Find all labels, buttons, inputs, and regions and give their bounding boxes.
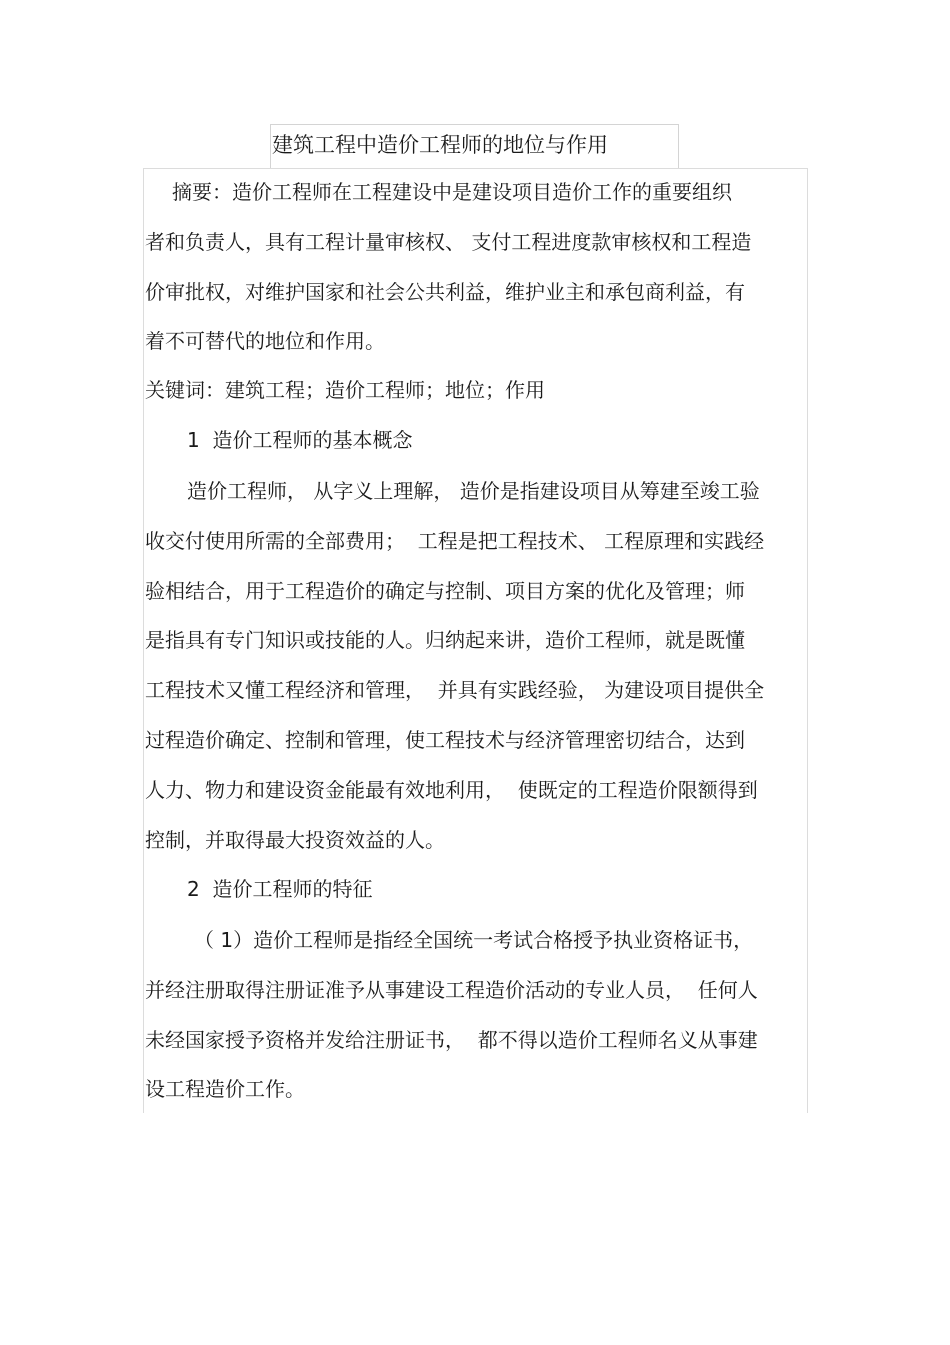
paragraph-line: 并经注册取得注册证准予从事建设工程造价活动的专业人员， 任何人 [145, 978, 758, 1002]
abstract-line: 价审批权，对维护国家和社会公共利益，维护业主和承包商利益，有 [145, 280, 745, 304]
paragraph-line: 控制，并取得最大投资效益的人。 [145, 828, 445, 852]
paragraph-line: 设工程造价工作。 [145, 1077, 305, 1101]
paragraph-line: 是指具有专门知识或技能的人。归纳起来讲，造价工程师，就是既懂 [145, 628, 745, 652]
document-title: 建筑工程中造价工程师的地位与作用 [272, 133, 608, 157]
abstract-line: 着不可替代的地位和作用。 [145, 329, 385, 353]
abstract-line: 者和负责人，具有工程计量审核权、 支付工程进度款审核权和工程造 [145, 230, 752, 254]
keywords-line: 关键词：建筑工程；造价工程师；地位；作用 [145, 378, 545, 402]
abstract-line: 摘要：造价工程师在工程建设中是建设项目造价工作的重要组织 [172, 180, 732, 204]
paragraph-line: （ 1）造价工程师是指经全国统一考试合格授予执业资格证书， [194, 928, 754, 952]
paragraph-line: 收交付使用所需的全部费用； 工程是把工程技术、 工程原理和实践经 [145, 529, 765, 553]
paragraph-line: 人力、物力和建设资金能最有效地利用， 使既定的工程造价限额得到 [145, 778, 758, 802]
paragraph-line: 造价工程师， 从字义上理解， 造价是指建设项目从筹建至竣工验 [187, 479, 760, 503]
section-2-heading: 2 造价工程师的特征 [187, 877, 373, 901]
paragraph-line: 工程技术又懂工程经济和管理， 并具有实践经验， 为建设项目提供全 [145, 678, 765, 702]
paragraph-line: 过程造价确定、控制和管理，使工程技术与经济管理密切结合，达到 [145, 728, 745, 752]
paragraph-line: 验相结合，用于工程造价的确定与控制、项目方案的优化及管理；师 [145, 579, 745, 603]
paragraph-line: 未经国家授予资格并发给注册证书， 都不得以造价工程师名义从事建 [145, 1028, 758, 1052]
section-1-heading: 1 造价工程师的基本概念 [187, 428, 413, 452]
